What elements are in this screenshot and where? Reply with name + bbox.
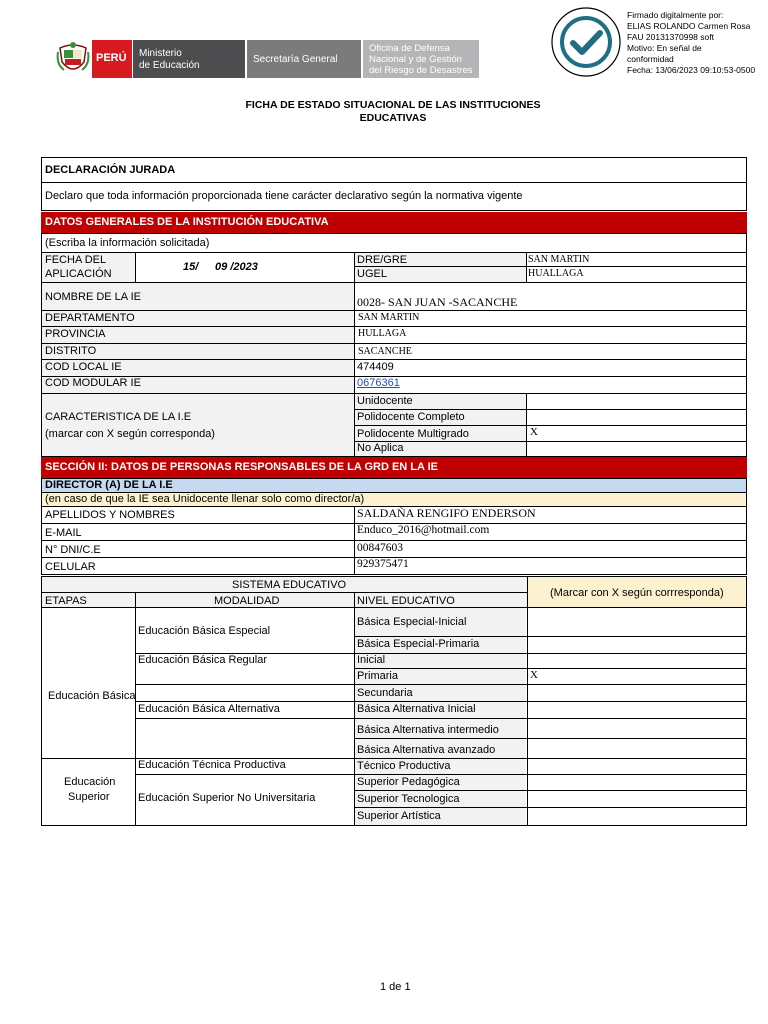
- oficina-logo-block: [363, 40, 479, 78]
- dre-label: DRE/GRE: [357, 254, 408, 266]
- signature-line6: Fecha: 13/06/2023 09:10:53-0500: [627, 65, 756, 75]
- oficina-line1: Oficina de Defensa: [369, 43, 450, 54]
- caract-option-polidocente-multigrado: Polidocente Multigrado: [357, 428, 469, 440]
- nivel-primaria: Primaria: [357, 670, 398, 682]
- caract-option-polidocente-completo: Polidocente Completo: [357, 411, 465, 423]
- secretaria-logo-block: [247, 40, 361, 78]
- departamento-value[interactable]: SAN MARTIN: [358, 312, 420, 323]
- mod-regular: Educación Básica Regular: [138, 654, 268, 666]
- checkmark-circle-icon: [550, 6, 622, 78]
- nivel-secundaria: Secundaria: [357, 687, 413, 699]
- apellidos-value[interactable]: SALDAÑA RENGIFO ENDERSON: [357, 506, 536, 520]
- caracteristica-label: CARACTERISTICA DE LA I.E: [45, 411, 192, 423]
- director-note: (en caso de que la IE sea Unidocente llenar solo como director/a): [45, 493, 365, 505]
- declaracion-text: Declaro que toda información proporcionada tiene carácter declarativo según la normativa vigente: [45, 190, 523, 202]
- ugel-label: UGEL: [357, 268, 387, 280]
- nivel-especial-inicial: Básica Especial-Inicial: [357, 616, 467, 628]
- nivel-alternativa-inicial: Básica Alternativa Inicial: [357, 703, 476, 715]
- nivel-alternativa-intermedio: Básica Alternativa intermedio: [357, 724, 499, 736]
- nivel-especial-primaria: Básica Especial-Primaria: [357, 638, 480, 650]
- datos-generales-heading: DATOS GENERALES DE LA INSTITUCIÓN EDUCATIVA: [41, 212, 747, 233]
- mark-primaria[interactable]: X: [530, 669, 538, 681]
- fecha-day-value[interactable]: 15/: [183, 261, 199, 273]
- instruction-text: (Escriba la información solicitada): [45, 237, 210, 249]
- signature-line5: conformidad: [627, 54, 674, 64]
- nivel-superior-pedagogica: Superior Pedagógica: [357, 776, 460, 788]
- cod-modular-label: COD MODULAR IE: [45, 377, 141, 389]
- nivel-superior-artistica: Superior Artística: [357, 810, 441, 822]
- marcar-header: (Marcar con X según corrresponda): [550, 587, 724, 599]
- etapa-basica: Educación Básica: [48, 690, 136, 702]
- peru-logo-block: [92, 40, 132, 78]
- provincia-value[interactable]: HULLAGA: [358, 328, 407, 339]
- apellidos-label: APELLIDOS Y NOMBRES: [45, 509, 175, 521]
- oficina-line3: del Riesgo de Desastres: [369, 65, 473, 76]
- sistema-heading: SISTEMA EDUCATIVO: [232, 579, 347, 591]
- caracteristica-note: (marcar con X según corresponda): [45, 428, 215, 440]
- signature-text: [627, 10, 755, 76]
- caract-option-unidocente: Unidocente: [357, 395, 413, 407]
- title-line2: EDUCATIVAS: [359, 112, 427, 124]
- nombre-ie-value[interactable]: 0028- SAN JUAN -SACANCHE: [357, 295, 518, 309]
- seccion2-heading: SECCIÓN II: DATOS DE PERSONAS RESPONSABLES DE LA GRD EN LA IE: [41, 457, 747, 478]
- ministerio-line2: de Educación: [139, 60, 200, 71]
- email-label: E-MAIL: [45, 527, 82, 539]
- celular-label: CELULAR: [45, 561, 96, 573]
- col-modalidad: MODALIDAD: [214, 595, 280, 607]
- celular-value[interactable]: 929375471: [357, 558, 409, 570]
- etapa-superior-line1: Educación: [64, 776, 116, 788]
- fecha-month-year-value[interactable]: 09 /2023: [215, 261, 258, 273]
- cod-modular-link[interactable]: 0676361: [357, 377, 400, 389]
- nivel-alternativa-avanzado: Básica Alternativa avanzado: [357, 744, 496, 756]
- caract-mark-polidocente-multigrado[interactable]: X: [530, 426, 538, 438]
- document-title: [0, 99, 768, 125]
- signature-line1: Firmado digitalmente por:: [627, 10, 724, 20]
- dni-label: N° DNI/C.E: [45, 544, 101, 556]
- dni-value[interactable]: 00847603: [357, 542, 403, 554]
- nivel-inicial: Inicial: [357, 654, 386, 666]
- caract-option-no-aplica: No Aplica: [357, 442, 404, 454]
- dre-value[interactable]: SAN MARTIN: [528, 254, 590, 265]
- ministerio-logo-block: [133, 40, 245, 78]
- mod-alternativa: Educación Básica Alternativa: [138, 703, 280, 715]
- nivel-superior-tecnologica: Superior Tecnologica: [357, 793, 460, 805]
- signature-line2: ELIAS ROLANDO Carmen Rosa: [627, 21, 751, 31]
- cod-local-value[interactable]: 474409: [357, 361, 394, 373]
- nivel-tecnico-productiva: Técnico Productiva: [357, 760, 451, 772]
- provincia-label: PROVINCIA: [45, 328, 106, 340]
- fecha-label-2: APLICACIÓN: [45, 268, 112, 280]
- peru-coat-of-arms-icon: [56, 40, 90, 78]
- distrito-label: DISTRITO: [45, 345, 97, 357]
- director-heading: DIRECTOR (A) DE LA I.E: [45, 479, 173, 491]
- col-nivel: NIVEL EDUCATIVO: [357, 595, 455, 607]
- ministerio-line1: Ministerio: [139, 48, 182, 59]
- signature-line3: FAU 20131370998 soft: [627, 32, 714, 42]
- departamento-label: DEPARTAMENTO: [45, 312, 135, 324]
- fecha-label-1: FECHA DEL: [45, 254, 107, 266]
- mod-no-universitaria: Educación Superior No Universitaria: [138, 792, 316, 804]
- peru-label: PERÚ: [96, 52, 127, 64]
- secretaria-label: Secretaría General: [253, 54, 338, 65]
- email-value[interactable]: Enduco_2016@hotmail.com: [357, 524, 490, 536]
- declaracion-heading: DECLARACIÓN JURADA: [45, 164, 176, 176]
- signature-line4: Motivo: En señal de: [627, 43, 702, 53]
- nombre-ie-label: NOMBRE DE LA IE: [45, 291, 141, 303]
- cod-local-label: COD LOCAL IE: [45, 361, 122, 373]
- oficina-line2: Nacional y de Gestión: [369, 54, 462, 65]
- col-etapas: ETAPAS: [45, 595, 87, 607]
- ugel-value[interactable]: HUALLAGA: [528, 268, 584, 279]
- page-number: 1 de 1: [380, 981, 411, 993]
- title-line1: FICHA DE ESTADO SITUACIONAL DE LAS INSTITUCIONES: [245, 99, 541, 111]
- mod-tecnica: Educación Técnica Productiva: [138, 759, 286, 771]
- mod-especial: Educación Básica Especial: [138, 625, 271, 637]
- etapa-superior-line2: Superior: [68, 791, 110, 803]
- distrito-value[interactable]: SACANCHE: [358, 346, 412, 357]
